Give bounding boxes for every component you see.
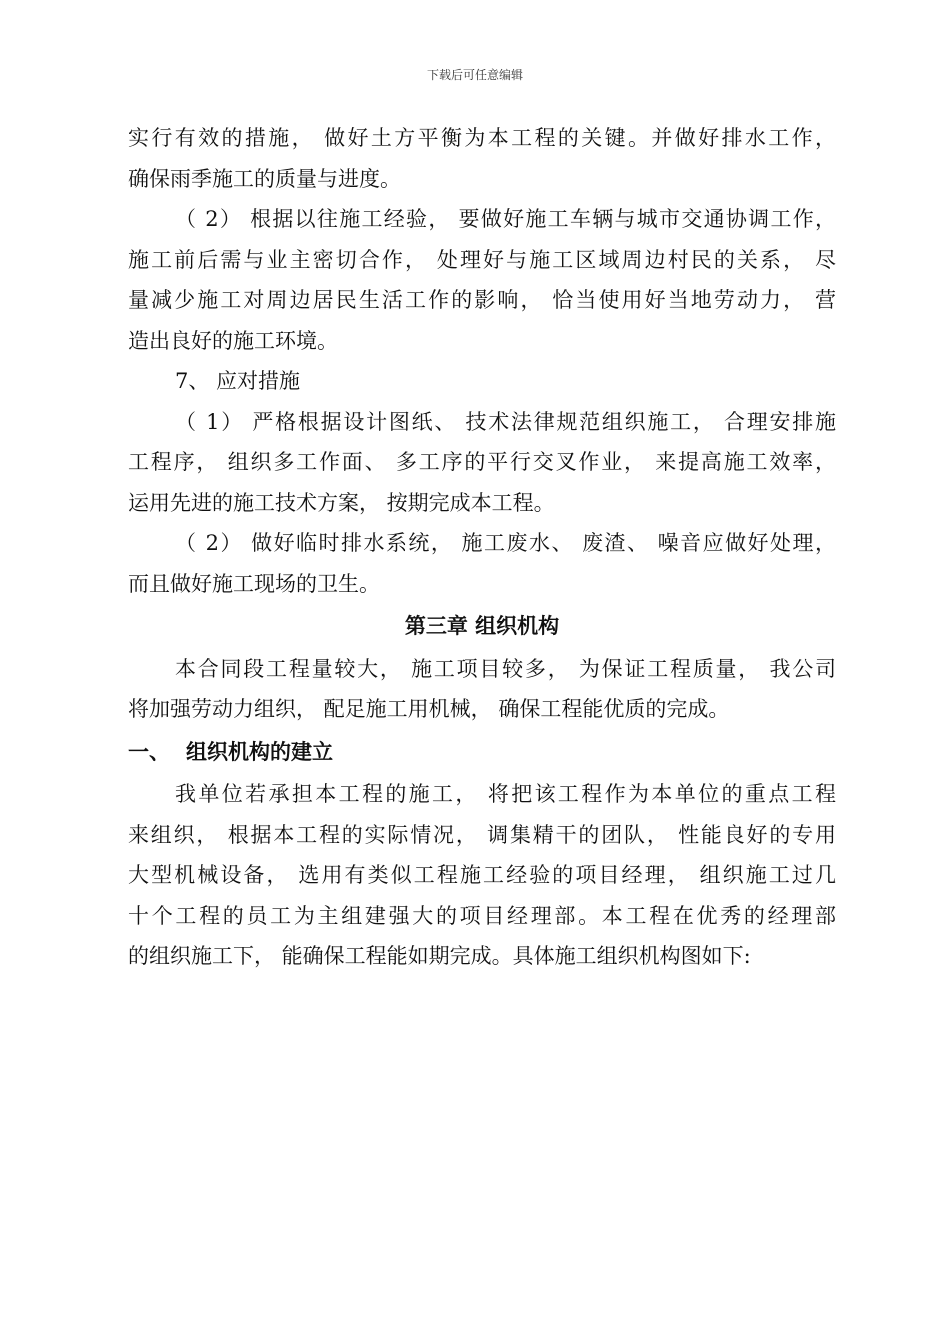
text-line: 而且做好施工现场的卫生。 [128, 571, 380, 596]
section-title: 组织机构的建立 [186, 738, 333, 764]
chapter-title: 第三章 组织机构 [404, 613, 560, 638]
paragraph-traffic-coordination [128, 199, 836, 361]
paragraph-temporary-drainage [128, 523, 836, 604]
text-line: 量减少施工对周边居民生活工作的影响， 恰当使用好当地劳动力， 营 [128, 288, 836, 312]
text-line: 运用先进的施工技术方案， 按期完成本工程。 [128, 490, 555, 515]
text-line: 本合同段工程量较大， 施工项目较多， 为保证工程质量， 我公司 [175, 656, 836, 681]
paragraph-construction-design [128, 402, 836, 524]
section-number: 一、 [128, 738, 170, 764]
text-line: 施工前后需与业主密切合作， 处理好与施工区域周边村民的关系， 尽 [128, 247, 836, 272]
text-line: （ 2） 根据以往施工经验， 要做好施工车辆与城市交通协调工作， [175, 207, 836, 231]
text-line: 来组织， 根据本工程的实际情况， 调集精干的团队， 性能良好的专用 [128, 822, 836, 847]
text-line: 我单位若承担本工程的施工， 将把该工程作为本单位的重点工程 [175, 782, 836, 806]
section-heading [128, 732, 836, 773]
text-line: 造出良好的施工环境。 [128, 328, 338, 353]
text-line: 将加强劳动力组织， 配足施工用机械， 确保工程能优质的完成。 [128, 697, 730, 721]
text-line: 十个工程的员工为主组建强大的项目经理部。本工程在优秀的经理部 [128, 903, 836, 928]
text-line: 确保雨季施工的质量与进度。 [128, 166, 401, 191]
paragraph-drainage [128, 118, 836, 199]
text-line: 的组织施工下， 能确保工程能如期完成。具体施工组织机构图如下: [128, 944, 751, 968]
text-line: （ 1） 严格根据设计图纸、 技术法律规范组织施工， 合理安排施 [175, 409, 836, 434]
text-line: （ 2） 做好临时排水系统， 施工废水、 废渣、 噪音应做好处理， [175, 531, 836, 555]
text-line: 7、 应对措施 [175, 369, 301, 393]
page-header-note: 下载后可任意编辑 [426, 68, 523, 82]
text-line: 实行有效的措施， 做好土方平衡为本工程的关键。并做好排水工作， [128, 126, 836, 150]
paragraph-countermeasures-heading [128, 361, 836, 402]
text-line: 大型机械设备， 选用有类似工程施工经验的项目经理， 组织施工过几 [128, 863, 836, 887]
text-line: 工程序， 组织多工作面、 多工序的平行交叉作业， 来提高施工效率， [128, 450, 836, 474]
paragraph-organization [128, 774, 836, 977]
document-body [128, 118, 836, 977]
paragraph-chapter-intro [128, 649, 836, 730]
